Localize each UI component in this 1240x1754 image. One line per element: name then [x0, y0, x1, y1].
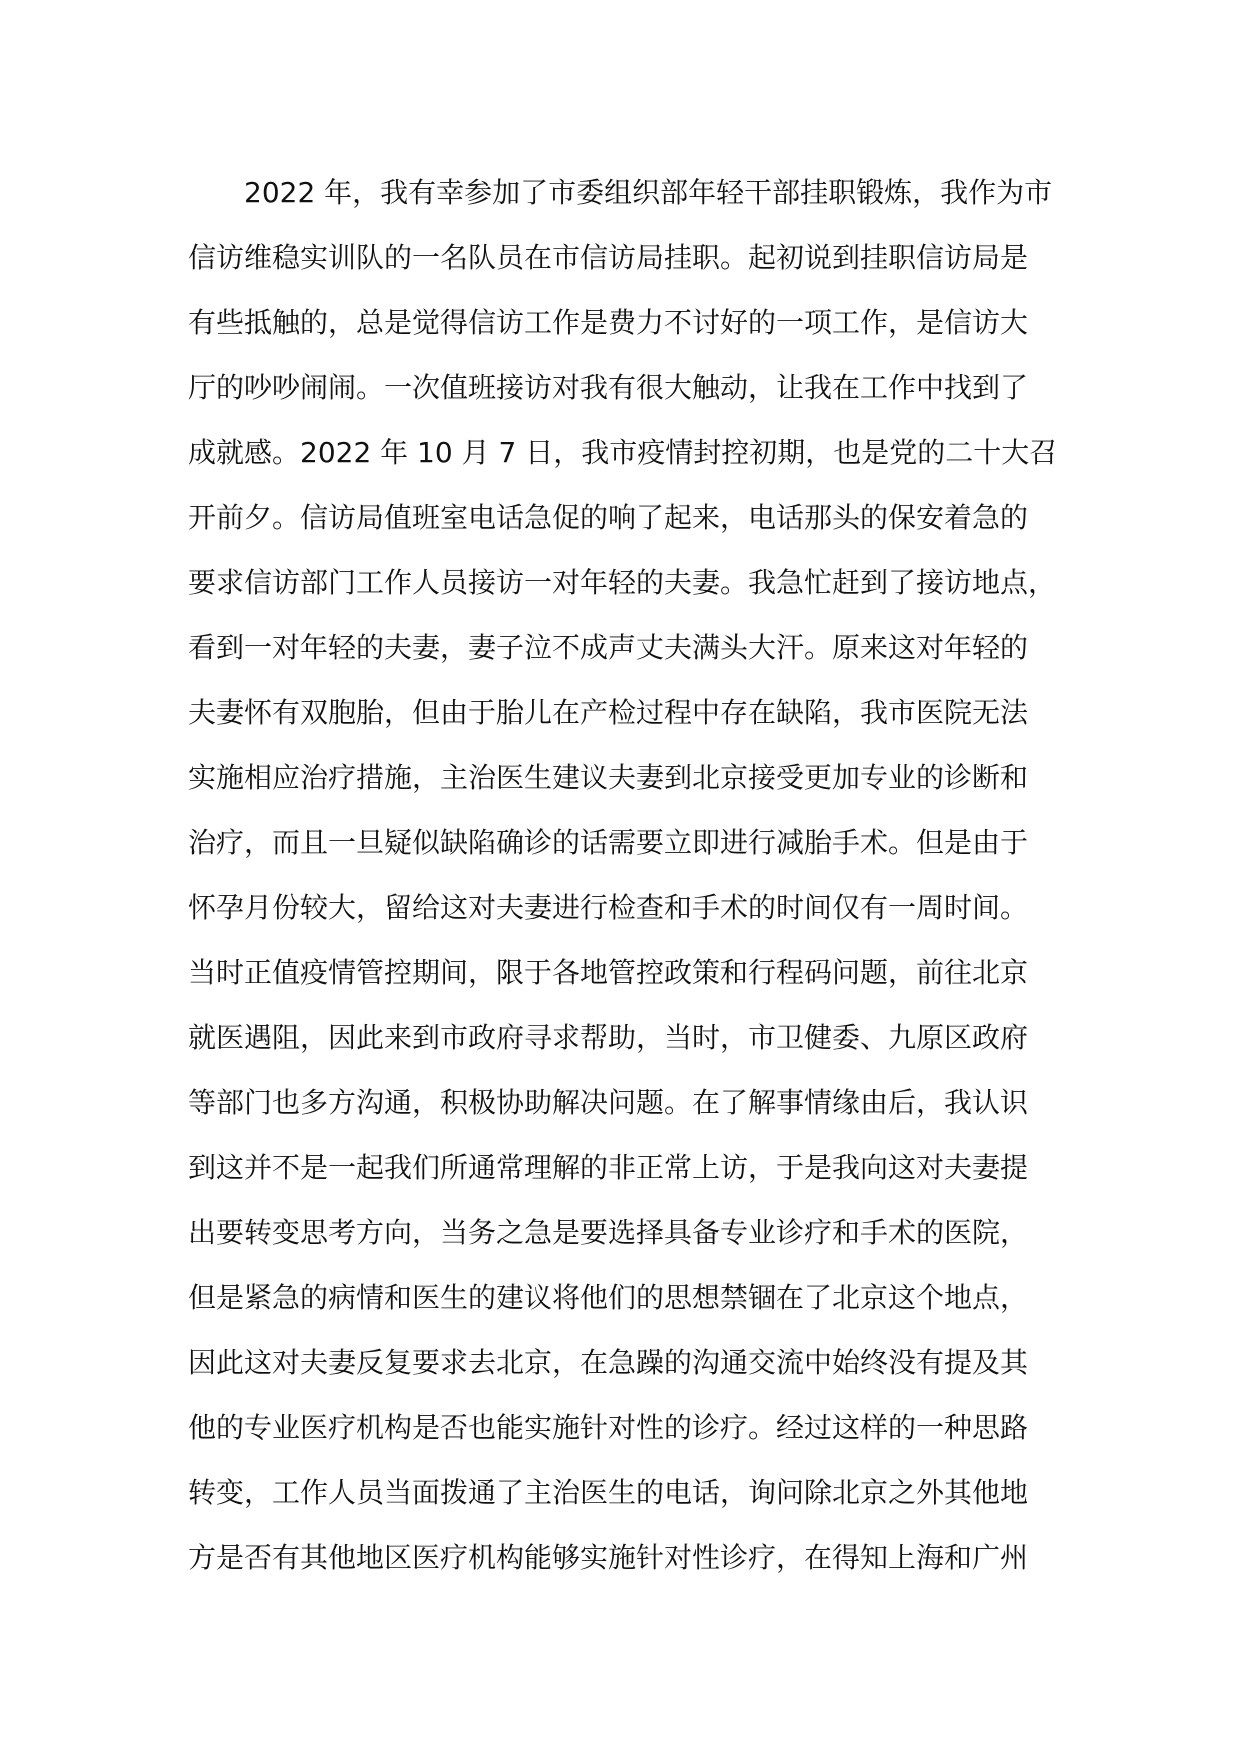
text-line: 2022 年，我有幸参加了市委组织部年轻干部挂职锻炼，我作为市 [244, 176, 1053, 209]
text-line: 要求信访部门工作人员接访一对年轻的夫妻。我急忙赶到了接访地点， [188, 566, 1057, 599]
text-line: 实施相应治疗措施，主治医生建议夫妻到北京接受更加专业的诊断和 [188, 761, 1029, 794]
text-line: 治疗，而且一旦疑似缺陷确诊的话需要立即进行减胎手术。但是由于 [188, 826, 1029, 859]
text-line: 出要转变思考方向，当务之急是要选择具备专业诊疗和手术的医院， [188, 1216, 1029, 1249]
text-line: 就医遇阻，因此来到市政府寻求帮助，当时，市卫健委、九原区政府 [188, 1021, 1029, 1054]
text-line: 成就感。2022 年 10 月 7 日，我市疫情封控初期，也是党的二十大召 [188, 436, 1058, 469]
body-paragraph [188, 172, 1068, 1602]
text-line: 怀孕月份较大，留给这对夫妻进行检查和手术的时间仅有一周时间。 [188, 891, 1029, 924]
text-line: 但是紧急的病情和医生的建议将他们的思想禁锢在了北京这个地点， [188, 1281, 1029, 1314]
text-line: 夫妻怀有双胞胎，但由于胎儿在产检过程中存在缺陷，我市医院无法 [188, 696, 1029, 729]
text-line: 因此这对夫妻反复要求去北京，在急躁的沟通交流中始终没有提及其 [188, 1346, 1029, 1379]
text-line: 转变，工作人员当面拨通了主治医生的电话，询问除北京之外其他地 [188, 1476, 1029, 1509]
text-line: 信访维稳实训队的一名队员在市信访局挂职。起初说到挂职信访局是 [188, 241, 1029, 274]
text-line: 他的专业医疗机构是否也能实施针对性的诊疗。经过这样的一种思路 [188, 1411, 1029, 1444]
text-line: 当时正值疫情管控期间，限于各地管控政策和行程码问题，前往北京 [188, 956, 1029, 989]
text-line: 方是否有其他地区医疗机构能够实施针对性诊疗，在得知上海和广州 [188, 1541, 1029, 1574]
text-line: 等部门也多方沟通，积极协助解决问题。在了解事情缘由后，我认识 [188, 1086, 1029, 1119]
text-line: 看到一对年轻的夫妻，妻子泣不成声丈夫满头大汗。原来这对年轻的 [188, 631, 1029, 664]
text-line: 有些抵触的，总是觉得信访工作是费力不讨好的一项工作，是信访大 [188, 306, 1029, 339]
text-line: 厅的吵吵闹闹。一次值班接访对我有很大触动，让我在工作中找到了 [188, 371, 1029, 404]
text-line: 到这并不是一起我们所通常理解的非正常上访，于是我向这对夫妻提 [188, 1151, 1029, 1184]
text-line: 开前夕。信访局值班室电话急促的响了起来，电话那头的保安着急的 [188, 501, 1029, 534]
